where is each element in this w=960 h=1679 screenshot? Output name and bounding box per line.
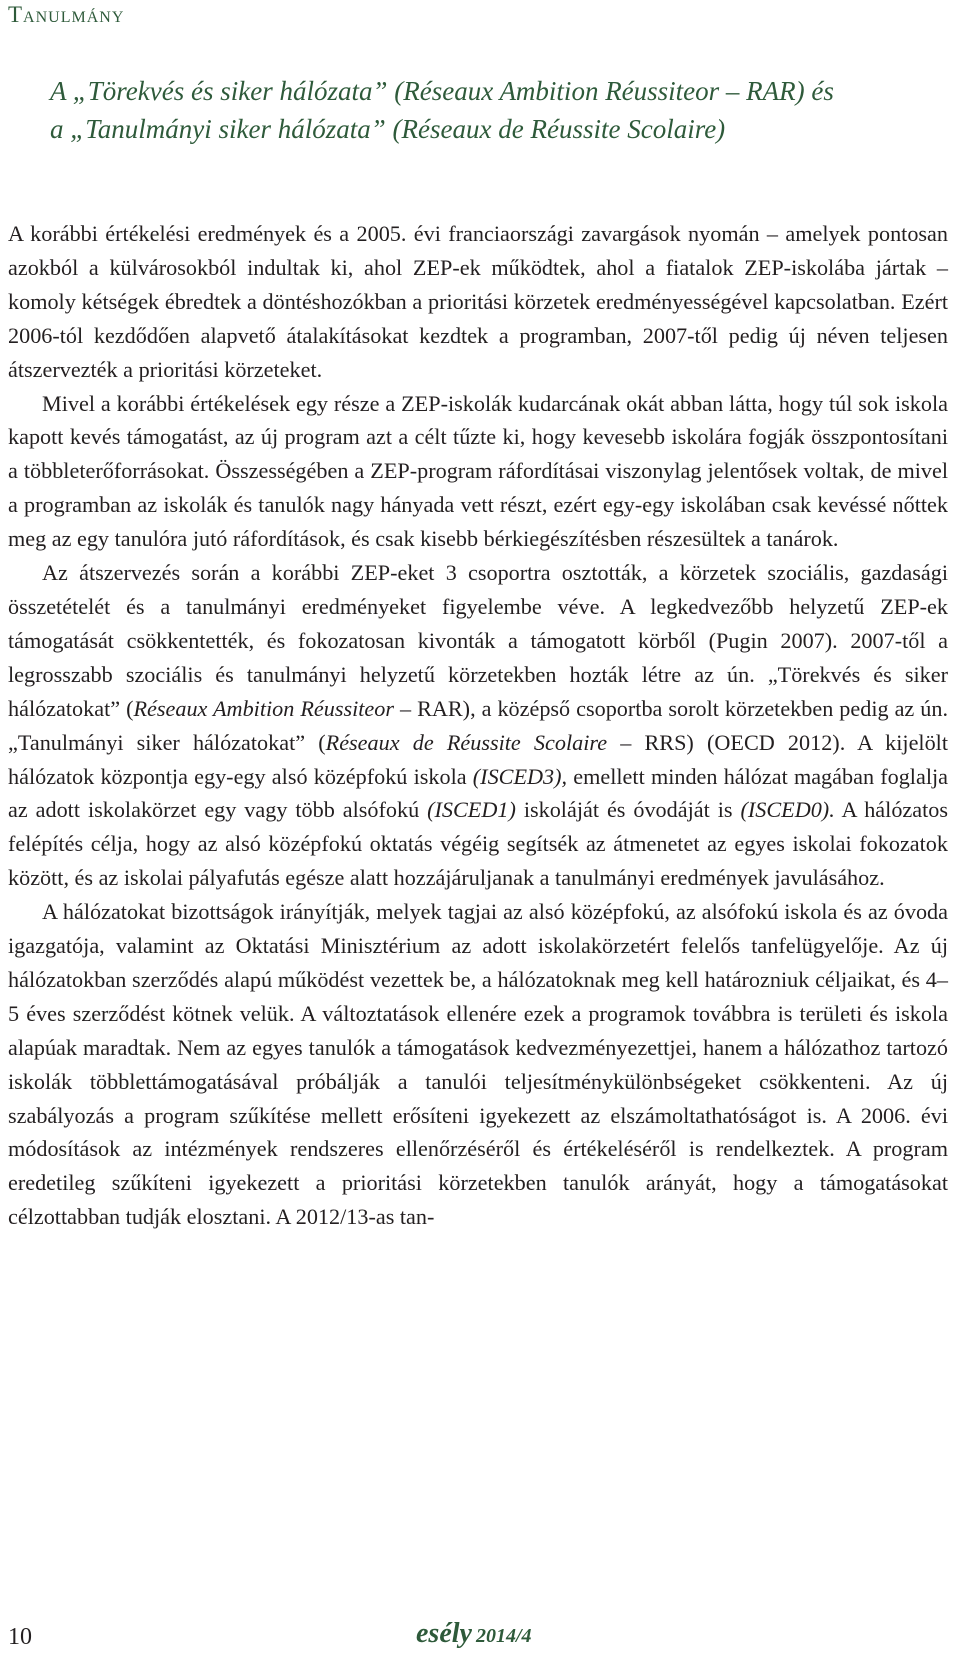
section-title-line-2: a „Tanulmányi siker hálózata” (Réseaux de Réussite Scolaire) xyxy=(50,114,726,144)
term-rrs-name: Réseaux de Réussite Scolaire xyxy=(325,729,608,755)
term-rar-name: Réseaux Ambition Réussiteor xyxy=(133,695,394,721)
term-isced1: (ISCED1) xyxy=(427,797,516,823)
journal-footer xyxy=(416,1618,532,1650)
paragraph-3-text-b: – RAR), a középső csoportba sorolt körzetekben pedig az ún. „Tanulmányi siker hálózatokat” ( xyxy=(8,695,948,755)
journal-issue: 2014/4 xyxy=(475,1625,532,1647)
section-title xyxy=(50,72,930,148)
page-number: 10 xyxy=(8,1624,32,1650)
paragraph-3 xyxy=(8,556,948,895)
journal-name: esély xyxy=(416,1618,472,1649)
paragraph-3-text-f: A hálózatos felépítés célja, hogy az alsó középfokú oktatás végéig segítsék az átmenetet az egyes iskolai fokozatok között, és az iskolai pályafutás egésze alatt hozzájáruljanak a tanulmányi eredmények javulásához. xyxy=(8,797,949,891)
paragraph-4: A hálózatokat bizottságok irányítják, melyek tagjai az alsó középfokú, az alsófokú iskola és az óvoda igazgatója, valamint az Oktatási Minisztérium az adott iskolakörzetért felelős tanfelügyelője. Az új hálózatokban szerződés alapú működést vezettek be, a hálózatoknak meg kell határozniuk céljaikat, és 4–5 éves szerződést kötnek velük. A változtatások ellenére ezek a programok továbbra is területi és iskola alapúak maradtak. Nem az egyes tanulók a támogatások kedvezményezettjei, hanem a hálózathoz tartozó iskolák többlettámogatásával próbálják a tanulói teljesítménykülönbségeket csökkenteni. Az új szabályozás a program szűkítése mellett erősíteni igyekezett az elszámoltathatóságot is. A 2006. évi módosítások az intézmények rendszeres ellenőrzéséről és értékeléséről is rendelkeztek. A program eredetileg szűkíteni igyekezett a prioritási körzetekben tanulók arányát, hogy a támogatásokat célzottabban tudják elosztani. A 2012/13-as tan- xyxy=(8,899,948,1230)
running-head: Tanulmány xyxy=(8,2,125,27)
paragraph-3-text-d: emellett minden hálózat magában foglalja az adott iskolakörzet egy vagy több alsófokú xyxy=(8,763,948,823)
body-text xyxy=(8,217,948,1234)
section-title-line-1: A „Törekvés és siker hálózata” (Réseaux Ambition Réussiteor – RAR) és xyxy=(50,76,834,106)
paragraph-1: A korábbi értékelési eredmények és a 2005. évi franciaországi zavargások nyomán – amelyek pontosan azokból a külvárosokból indultak ki, ahol ZEP-ek működtek, ahol a fiatalok ZEP-iskolába jártak – komoly kétségek ébredtek a döntéshozókban a prioritási körzetek eredményességével kapcsolatban. Ezért 2006-tól kezdődően alapvető átalakításokat kezdtek a programban, 2007-től pedig új néven teljesen átszervezték a prioritási körzeteket. xyxy=(8,221,948,382)
paragraph-3-text-e: iskoláját és óvodáját is xyxy=(515,797,741,823)
paragraph-2: Mivel a korábbi értékelések egy része a ZEP-iskolák kudarcának okát abban látta, hogy túl sok iskola kapott kevés támogatást, az új program azt a célt tűzte ki, hogy kevesebb iskolára fogják összpontosítani a többleterőforrásokat. Összességében a ZEP-program ráfordításai viszonylag jelentősek voltak, de mivel a programban az iskolák és tanulók nagy hányada vett részt, ezért egy-egy iskolában csak kevéssé nőttek meg az egy tanulóra jutó ráfordítások, és csak kisebb bérkiegészítésben részesültek a tanárok. xyxy=(8,390,948,552)
term-isced3: (ISCED3), xyxy=(472,763,568,789)
paragraph-3-text-c: – RRS) (OECD 2012). A kijelölt hálózatok központja egy-egy alsó középfokú iskola xyxy=(8,729,949,789)
paragraph-3-text-a: Az átszervezés során a korábbi ZEP-eket 3 csoportra osztották, a körzetek szociális, gazdasági összetételét és a tanulmányi eredményeket figyelembe véve. A legkedvezőbb helyzetű ZEP-ek támogatását csökkentették, és fokozatosan kivonták a támogatott körből (Pugin 2007). 2007-től a legrosszabb szociális és tanulmányi helyzetű körzetekben hozták létre az ún. „Törekvés és siker hálózatokat” ( xyxy=(8,560,948,721)
term-isced0: (ISCED0). xyxy=(740,797,835,823)
